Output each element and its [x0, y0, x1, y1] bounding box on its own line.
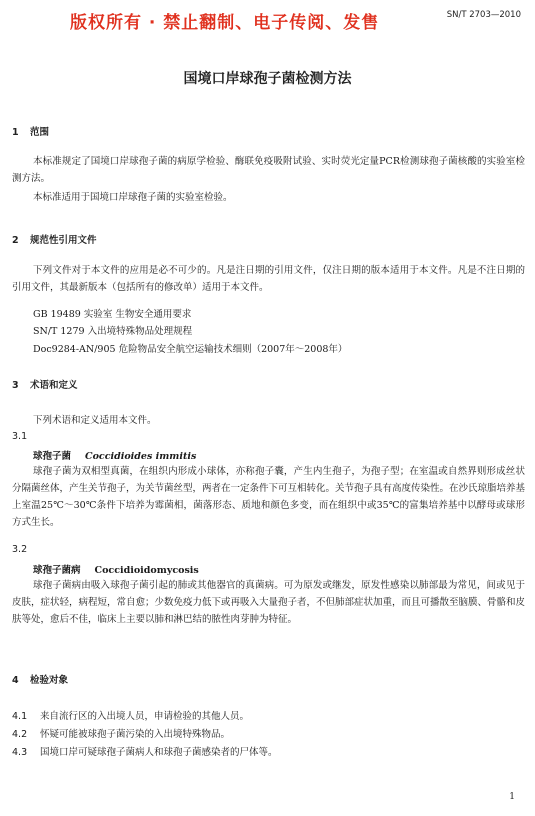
document-title: 国境口岸球孢子菌检测方法 [183, 71, 352, 87]
section-1-heading [12, 124, 49, 138]
list-item [12, 726, 230, 740]
section-title: 范围 [30, 127, 50, 138]
list-item [12, 708, 249, 722]
document-code: SN/T 2703—2010 [446, 10, 521, 20]
list-item [12, 744, 278, 758]
item-text: 国境口岸可疑球孢子菌病人和球孢子菌感染者的尸体等。 [40, 747, 278, 758]
section-3-heading [12, 377, 78, 391]
item-number: 4.2 [12, 729, 28, 740]
term-number: 3.1 [12, 431, 28, 442]
term-name-en: Coccidioidomycosis [94, 565, 199, 576]
page-number: 1 [509, 792, 515, 802]
term-definition: 球孢子菌为双相型真菌，在组织内形成小球体，亦称孢子囊，产生内生孢子，为孢子型；在室温或自然界则形成丝状分隔菌丝体，产生关节孢子，为关节菌丝型，两者在一定条件下可互相转化。关节孢子具有高度传染性。在沙氏琼脂培养基上室温25℃～30℃条件下培养为霉菌相，菌落形态、质地和颜色多变，而在组织中或35℃的富集培养基中以酵母或球形方式生长。 [12, 466, 526, 528]
term-name-en: Coccidioides immitis [85, 451, 197, 462]
section-1-paragraph: 本标准适用于国境口岸球孢子菌的实验室检验。 [33, 192, 233, 203]
section-2-paragraph: 下列文件对于本文件的应用是必不可少的。凡是注日期的引用文件，仅注日期的版本适用于本文件。凡是不注日期的引用文件，其最新版本（包括所有的修改单）适用于本文件。 [12, 265, 525, 293]
section-title: 检验对象 [30, 675, 69, 686]
term-number: 3.2 [12, 544, 28, 555]
section-number: 4 [12, 675, 19, 686]
item-number: 4.1 [12, 711, 28, 722]
term-heading [33, 448, 196, 462]
section-3-intro: 下列术语和定义适用本文件。 [33, 415, 157, 426]
section-number: 2 [12, 235, 19, 246]
item-number: 4.3 [12, 747, 28, 758]
item-text: 来自流行区的入出境人员，申请检验的其他人员。 [40, 711, 250, 722]
item-text: 怀疑可能被球孢子菌污染的入出境特殊物品。 [40, 729, 231, 740]
section-title: 规范性引用文件 [30, 235, 97, 246]
term-name-cn: 球孢子菌 [33, 451, 72, 462]
section-2-heading [12, 232, 97, 246]
section-number: 3 [12, 380, 19, 391]
normative-reference: SN/T 1279 入出境特殊物品处理规程 [33, 326, 193, 337]
section-number: 1 [12, 127, 19, 138]
copyright-watermark: 版权所有 · 禁止翻制、电子传阅、发售 [70, 13, 380, 33]
section-title: 术语和定义 [30, 380, 78, 391]
section-1-paragraph: 本标准规定了国境口岸球孢子菌的病原学检验、酶联免疫吸附试验、实时荧光定量PCR检测球孢子菌核酸的实验室检测方法。 [12, 156, 525, 184]
term-name-cn: 球孢子菌病 [33, 565, 81, 576]
term-definition: 球孢子菌病由吸入球孢子菌引起的肺或其他器官的真菌病。可为原发或继发，原发性感染以肺部最为常见，间或见于皮肤，症状轻，病程短，常自愈；少数免疫力低下或再吸入大量孢子者，不但肺部症状加重，而且可播散至脑膜、骨骼和皮肤等处，愈后不佳，临床上主要以肺和淋巴结的脓性肉芽肿为特征。 [12, 580, 526, 625]
term-heading [33, 562, 199, 576]
normative-reference: GB 19489 实验室 生物安全通用要求 [33, 309, 192, 320]
normative-reference: Doc9284-AN/905 危险物品安全航空运输技术细则（2007年～2008年） [33, 344, 348, 355]
section-4-heading [12, 672, 68, 686]
